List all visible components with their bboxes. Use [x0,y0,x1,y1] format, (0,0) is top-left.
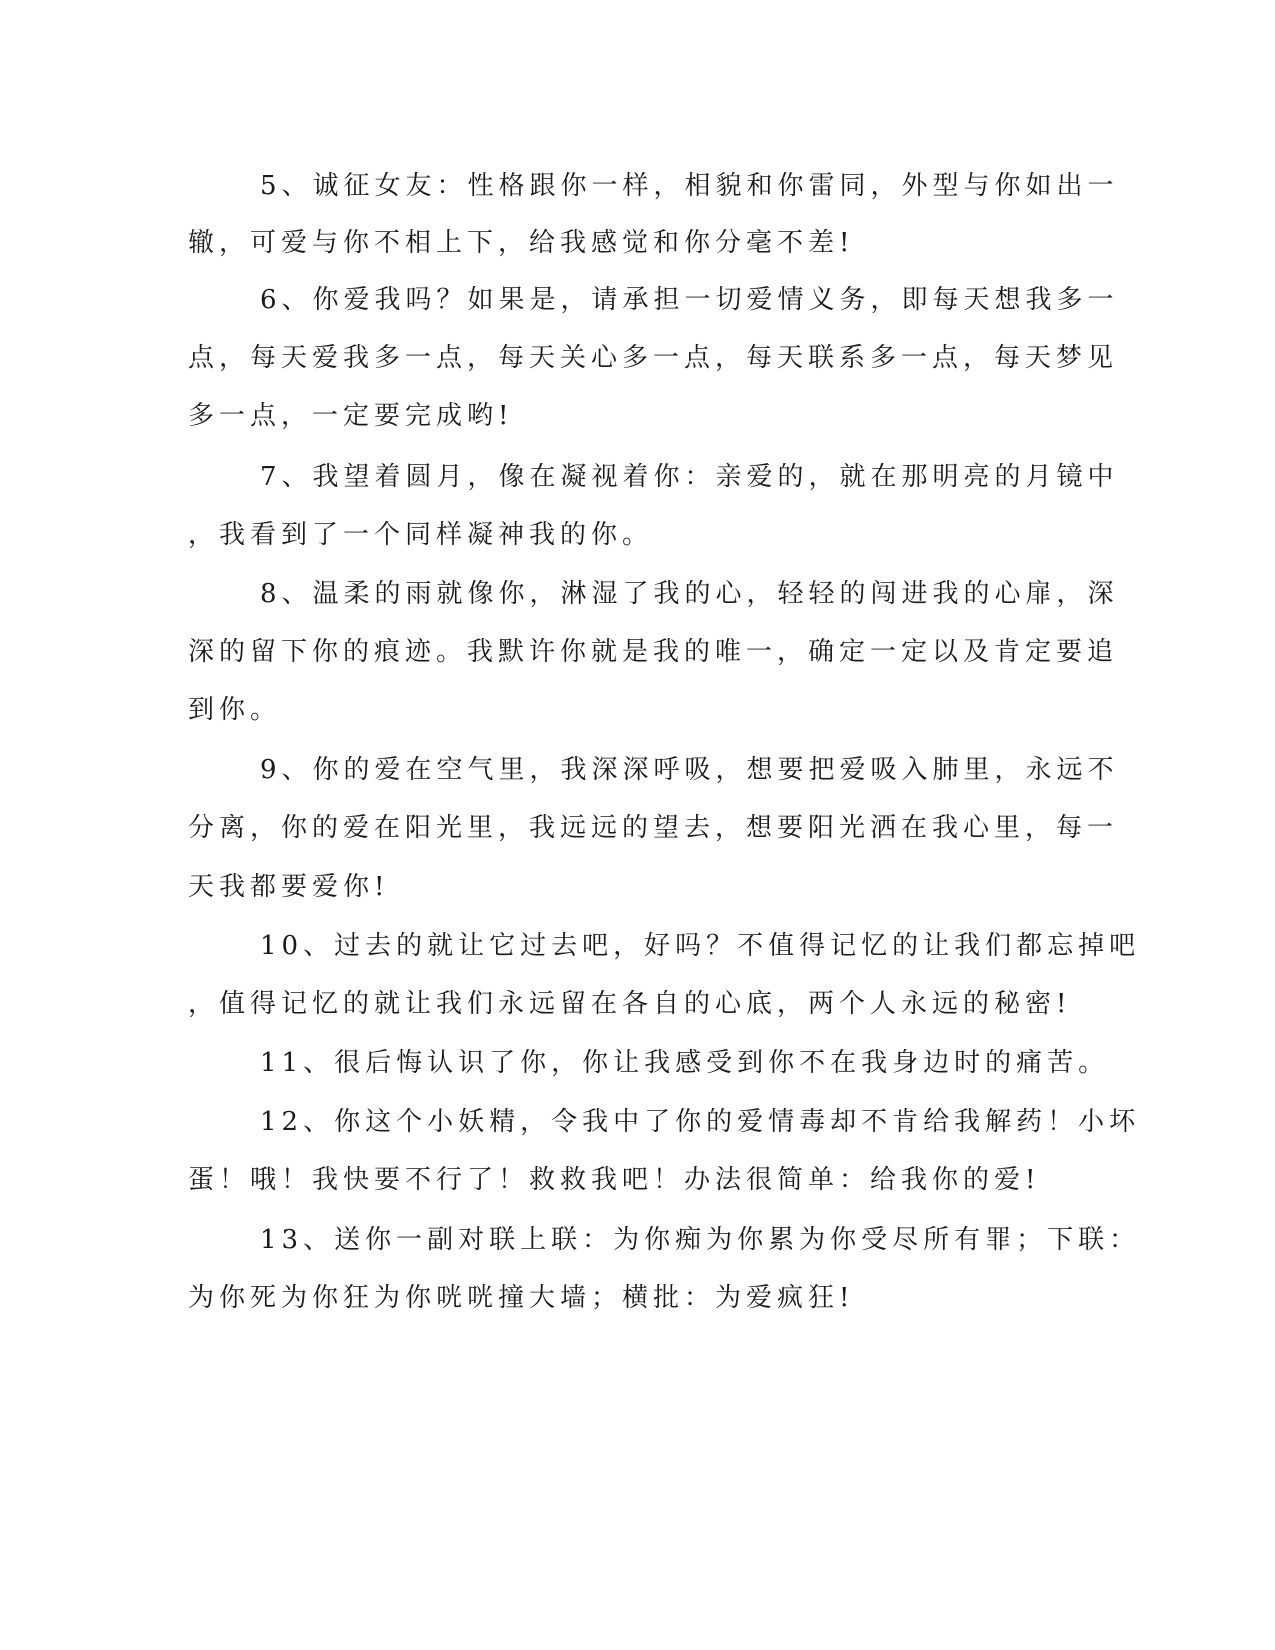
paragraph-6-line-1: 6、你爱我吗？如果是，请承担一切爱情义务，即每天想我多一 [260,285,1119,315]
paragraph-8-line-2: 深的留下你的痕迹。我默许你就是我的唯一，确定一定以及肯定要追 [188,637,1119,667]
paragraph-6-line-2: 点，每天爱我多一点，每天关心多一点，每天联系多一点，每天梦见 [188,343,1119,373]
paragraph-8-line-1: 8、温柔的雨就像你，淋湿了我的心，轻轻的闯进我的心扉，深 [260,579,1119,609]
paragraph-7-line-1: 7、我望着圆月，像在凝视着你：亲爱的，就在那明亮的月镜中 [260,462,1119,492]
paragraph-9-line-3: 天我都要爱你! [188,872,390,902]
paragraph-6-line-3: 多一点，一定要完成哟! [188,401,514,431]
paragraph-7-line-2: ，我看到了一个同样凝神我的你。 [188,520,654,550]
paragraph-9-line-2: 分离，你的爱在阳光里，我远远的望去，想要阳光洒在我心里，每一 [188,813,1119,843]
paragraph-8-line-3: 到你。 [188,695,282,725]
paragraph-11-line-1: 11、很后悔认识了你，你让我感受到你不在我身边时的痛苦。 [260,1048,1110,1078]
paragraph-12-line-2: 蛋！哦！我快要不行了！救救我吧！办法很简单：给我你的爱! [188,1165,1041,1195]
paragraph-5-line-1: 5、诚征女友：性格跟你一样，相貌和你雷同，外型与你如出一 [260,171,1119,201]
paragraph-10-line-2: ，值得记忆的就让我们永远留在各自的心底，两个人永远的秘密! [188,989,1072,1019]
paragraph-13-line-1: 13、送你一副对联上联：为你痴为你累为你受尽所有罪；下联： [260,1225,1141,1255]
paragraph-13-line-2: 为你死为你狂为你咣咣撞大墙；横批：为爱疯狂! [188,1283,855,1313]
paragraph-5-line-2: 辙，可爱与你不相上下，给我感觉和你分毫不差! [188,228,855,258]
paragraph-9-line-1: 9、你的爱在空气里，我深深呼吸，想要把爱吸入肺里，永远不 [260,755,1119,785]
paragraph-12-line-1: 12、你这个小妖精，令我中了你的爱情毒却不肯给我解药！小坏 [260,1107,1141,1137]
paragraph-10-line-1: 10、过去的就让它过去吧，好吗？不值得记忆的让我们都忘掉吧 [260,931,1141,961]
